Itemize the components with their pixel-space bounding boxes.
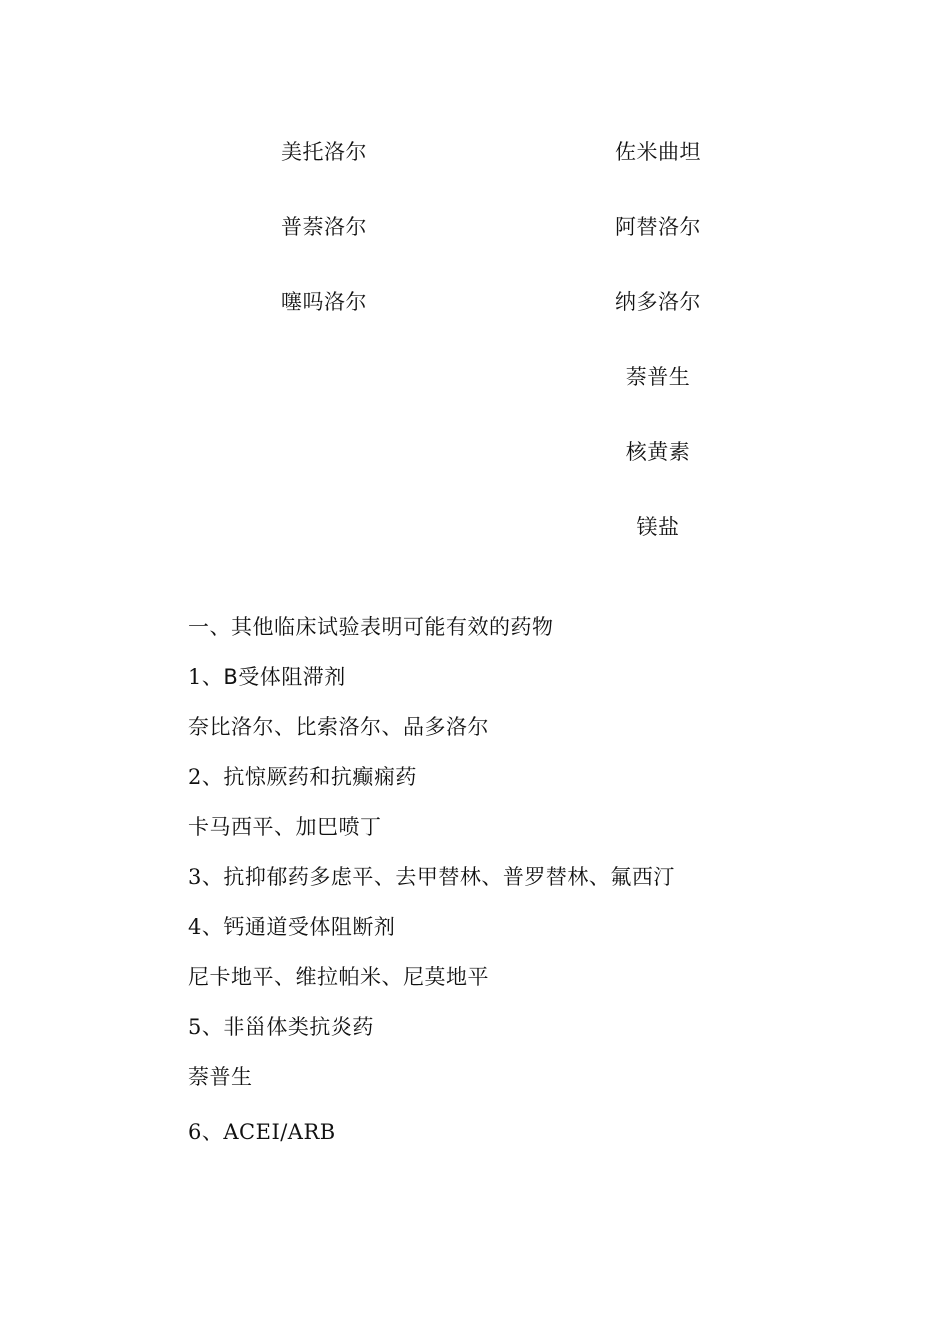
item-number: 1 (188, 665, 202, 689)
drug-cell-left: 美托洛尔 (281, 140, 367, 164)
item-number: 4 (188, 915, 202, 939)
item-number: 2 (188, 765, 202, 789)
drug-row (0, 434, 950, 509)
item-title (188, 659, 888, 709)
item-title-text: B受体阻滞剂 (223, 665, 346, 689)
item-title-text: 抗抑郁药多虑平、去甲替林、普罗替林、氟西汀 (223, 865, 675, 889)
drug-cell-right: 萘普生 (625, 365, 691, 389)
item-number: 6 (188, 1120, 202, 1144)
item-separator: 、 (201, 765, 224, 789)
item-title-text: 非甾体类抗炎药 (223, 1015, 374, 1039)
item-number: 3 (188, 865, 202, 889)
item-separator: 、 (201, 1120, 224, 1144)
drug-row (0, 509, 950, 584)
drug-row (0, 284, 950, 359)
item-title (188, 759, 888, 809)
drug-cell-right: 佐米曲坦 (615, 140, 701, 164)
drug-row (0, 359, 950, 434)
drug-table (0, 134, 950, 584)
item-title-text: 抗惊厥药和抗癫痫药 (223, 765, 417, 789)
item-number: 5 (188, 1015, 202, 1039)
drug-cell-right: 镁盐 (636, 515, 680, 539)
item-title (188, 909, 888, 959)
drug-cell-right: 纳多洛尔 (615, 290, 701, 314)
item-separator: 、 (201, 665, 224, 689)
item-separator: 、 (201, 865, 224, 889)
item-detail: 萘普生 (188, 1065, 253, 1089)
item-detail: 奈比洛尔、比索洛尔、品多洛尔 (188, 715, 489, 739)
drug-row (0, 209, 950, 284)
drug-cell-right: 核黄素 (625, 440, 691, 464)
item-title (188, 1114, 888, 1164)
item-title-text: 钙通道受体阻断剂 (223, 915, 396, 939)
item-title (188, 859, 888, 909)
drug-cell-right: 阿替洛尔 (615, 215, 701, 239)
drug-cell-left: 噻吗洛尔 (281, 290, 367, 314)
drug-list-section (188, 609, 888, 1164)
section-heading: 一、其他临床试验表明可能有效的药物 (188, 615, 554, 639)
item-title (188, 1009, 888, 1059)
drug-cell-left: 普萘洛尔 (281, 215, 367, 239)
item-title-text: ACEI/ARB (223, 1120, 336, 1144)
drug-row (0, 134, 950, 209)
item-detail: 卡马西平、加巴喷丁 (188, 815, 382, 839)
item-separator: 、 (201, 1015, 224, 1039)
item-separator: 、 (201, 915, 224, 939)
item-detail: 尼卡地平、维拉帕米、尼莫地平 (188, 965, 489, 989)
